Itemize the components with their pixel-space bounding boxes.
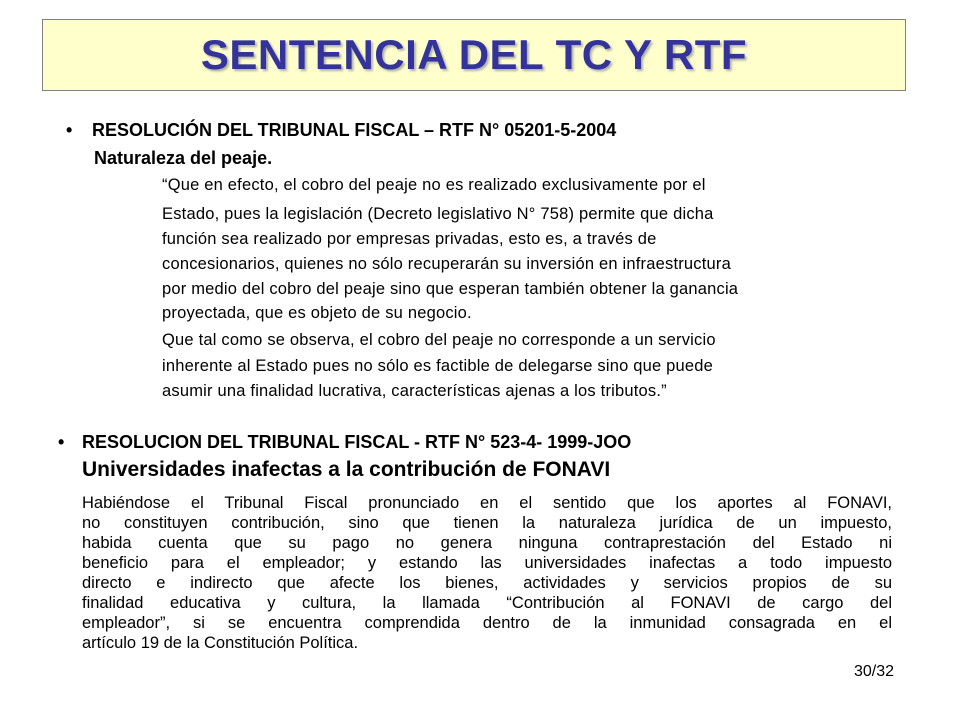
bullet-icon: • — [66, 120, 73, 140]
quote-line: “Que en efecto, el cobro del peaje no es realizado exclusivamente por el — [162, 176, 706, 194]
quote-line: función sea realizado por empresas privadas, esto es, a través de — [162, 230, 657, 248]
body-line: habida cuenta que su pago no genera ninguna contraprestación del Estado ni — [82, 534, 892, 552]
bullet-icon: • — [58, 432, 65, 452]
quote-line: Que tal como se observa, el cobro del peaje no corresponde a un servicio — [162, 331, 716, 349]
quote-line: asumir una finalidad lucrativa, características ajenas a los tributos.” — [162, 382, 667, 400]
body-line: directo e indirecto que afecte los bienes, actividades y servicios propios de su — [82, 574, 892, 592]
section2-heading: RESOLUCION DEL TRIBUNAL FISCAL - RTF N° 523-4- 1999-JOO — [82, 432, 632, 452]
title-box — [42, 19, 906, 91]
quote-line: proyectada, que es objeto de su negocio. — [162, 304, 472, 322]
section2-subheading: Universidades inafectas a la contribución de FONAVI — [82, 458, 611, 481]
quote-line: inherente al Estado pues no sólo es factible de delegarse sino que puede — [162, 357, 714, 375]
body-line: beneficio para el empleador; y estando las universidades inafectas a todo impuesto — [82, 554, 892, 572]
section1-subheading: Naturaleza del peaje. — [94, 148, 273, 168]
body-line: no constituyen contribución, sino que tienen la naturaleza jurídica de un impuesto, — [82, 514, 892, 532]
section1-heading: RESOLUCIÓN DEL TRIBUNAL FISCAL – RTF N° 05201-5-2004 — [92, 120, 617, 140]
quote-line: por medio del cobro del peaje sino que esperan también obtener la ganancia — [162, 280, 739, 298]
slide-title: SENTENCIA DEL TC Y RTF — [200, 31, 748, 78]
body-line: artículo 19 de la Constitución Política. — [82, 634, 359, 652]
body-line: finalidad educativa y cultura, la llamada “Contribución al FONAVI de cargo del — [82, 594, 892, 612]
quote-line: Estado, pues la legislación (Decreto legislativo N° 758) permite que dicha — [162, 205, 714, 223]
quote-line: concesionarios, quienes no sólo recuperarán su inversión en infraestructura — [162, 255, 731, 273]
body-line: Habiéndose el Tribunal Fiscal pronunciado en el sentido que los aportes al FONAVI, — [82, 494, 892, 512]
page-number: 30/32 — [853, 663, 894, 680]
body-line: empleador”, si se encuentra comprendida dentro de la inmunidad consagrada en el — [82, 614, 892, 632]
